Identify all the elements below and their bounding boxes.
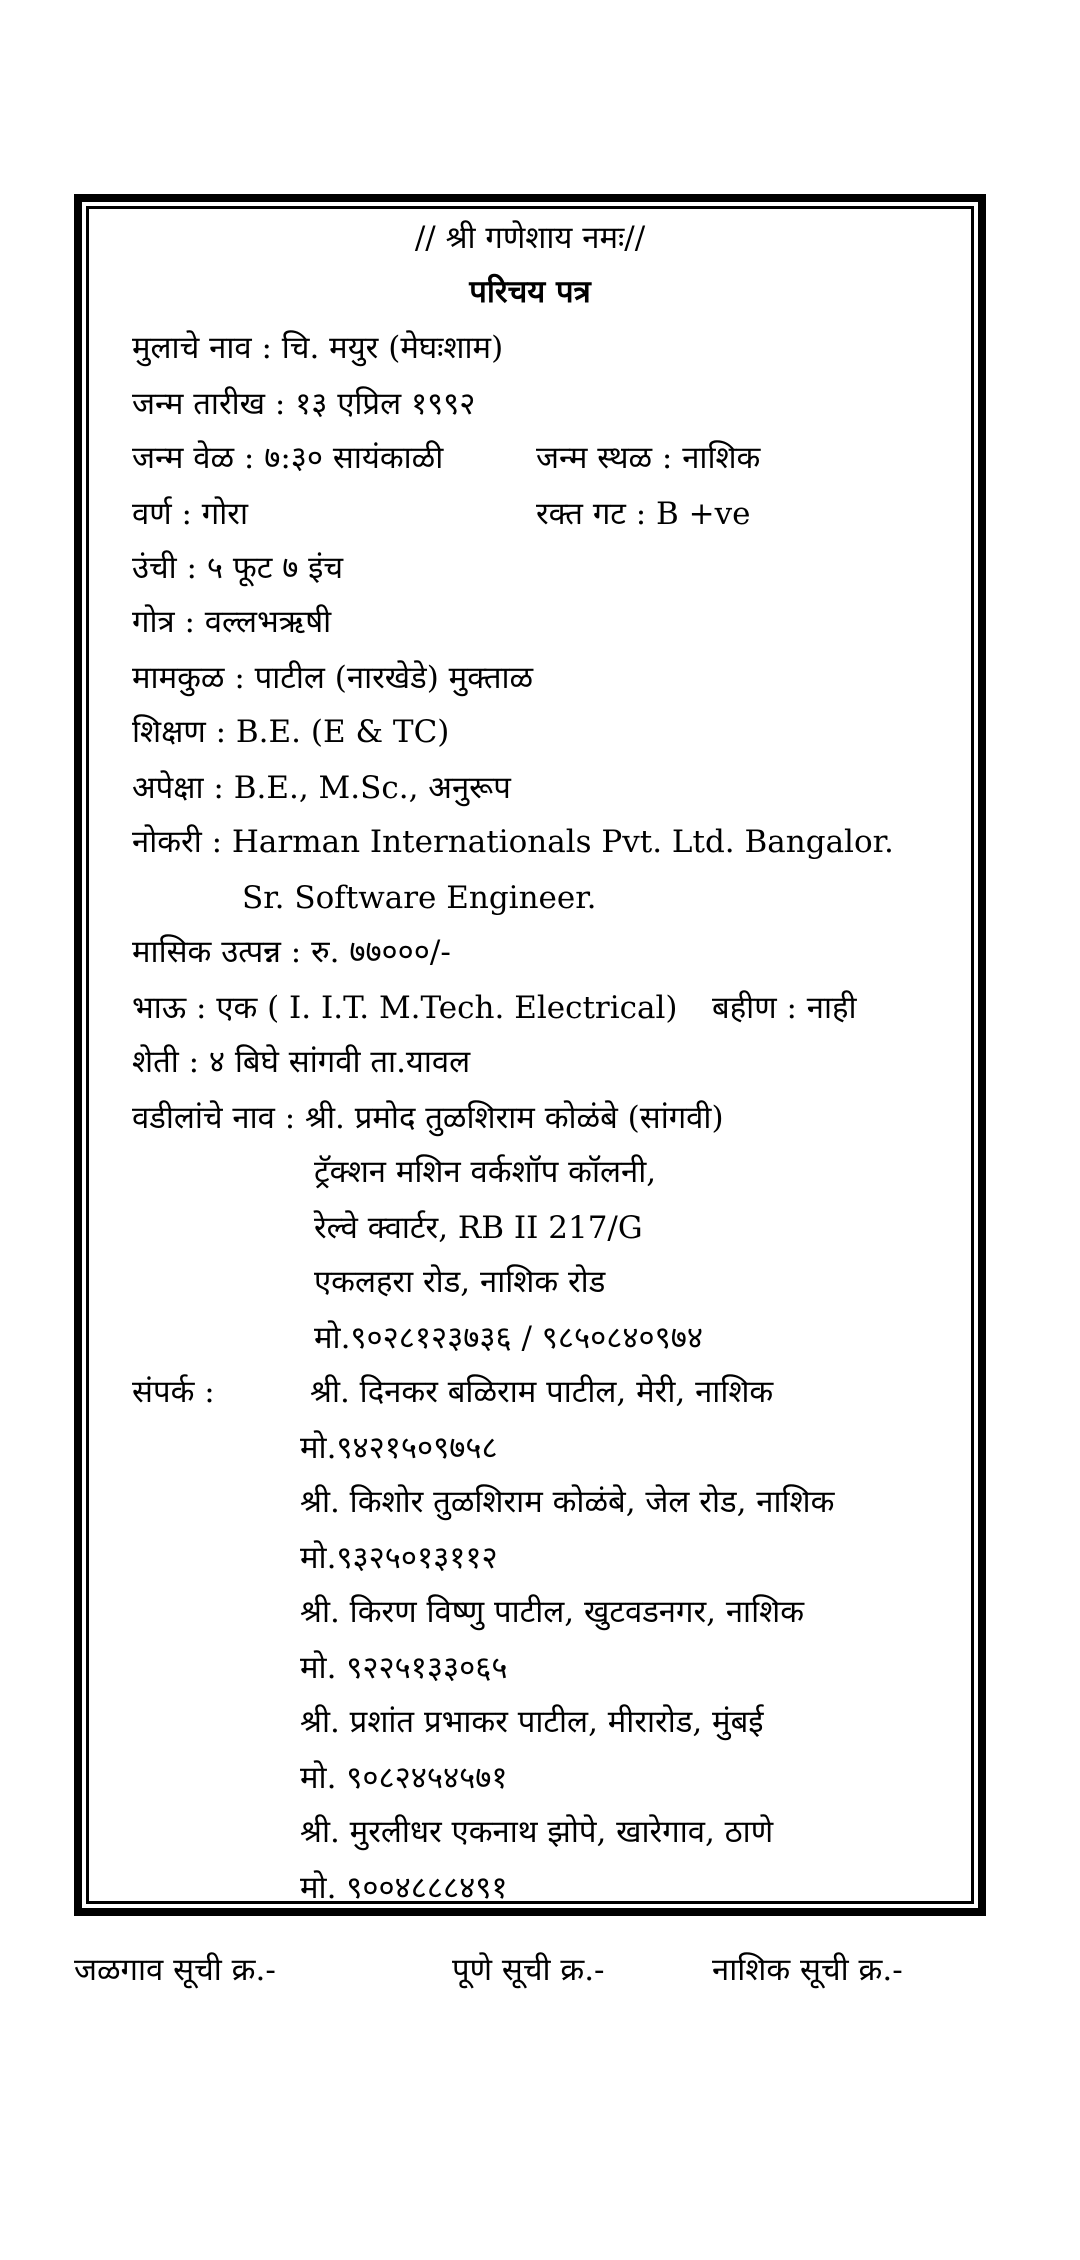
field-income: मासिक उत्पन्न : रु. ७७०००/- [132,934,451,970]
footer-nashik: नाशिक सूची क्र.- [712,1952,903,1988]
contact-phone: मो. ९०८२४५४५७१ [300,1760,508,1796]
field-birth-time: जन्म वेळ : ७:३० सायंकाळी [132,440,444,476]
field-complexion: वर्ण : गोरा [132,496,248,532]
field-name: मुलाचे नाव : चि. मयुर (मेघःशाम) [132,330,504,366]
footer-pune: पूणे सूची क्र.- [452,1952,605,1988]
contact-phone: मो.९३२५०१३११२ [300,1540,498,1576]
contacts-label: संपर्क : [132,1374,215,1410]
address-phone: मो.९०२८१२३७३६ / ९८५०८४०९७४ [314,1320,703,1356]
field-father: वडीलांचे नाव : श्री. प्रमोद तुळशिराम कोळंबे (सांगवी) [132,1100,724,1136]
field-job-line1: नोकरी : Harman Internationals Pvt. Ltd. Bangalor. [132,824,894,860]
field-dob: जन्म तारीख : १३ एप्रिल १९९२ [132,386,476,422]
field-sister: बहीण : नाही [712,990,857,1026]
invocation: // श्री गणेशाय नमः// [414,220,646,256]
contact-phone: मो. ९२२५१३३०६५ [300,1650,508,1686]
field-height: उंची : ५ फूट ७ इंच [132,550,344,586]
field-birth-place: जन्म स्थळ : नाशिक [536,440,761,476]
address-line: ट्रॅक्शन मशिन वर्कशॉप कॉलनी, [314,1154,657,1190]
contact-line: श्री. किशोर तुळशिराम कोळंबे, जेल रोड, नाशिक [300,1484,835,1520]
footer-jalgaon: जळगाव सूची क्र.- [74,1952,276,1988]
field-farm: शेती : ४ बिघे सांगवी ता.यावल [132,1044,471,1080]
field-expectation: अपेक्षा : B.E., M.Sc., अनुरूप [132,770,511,806]
contact-line: श्री. प्रशांत प्रभाकर पाटील, मीरारोड, मुंबई [300,1704,764,1740]
field-brother: भाऊ : एक ( I. I.T. M.Tech. Electrical) [132,990,678,1026]
contact-line: श्री. दिनकर बळिराम पाटील, मेरी, नाशिक [310,1374,774,1410]
address-line: एकलहरा रोड, नाशिक रोड [314,1264,606,1300]
field-gotra: गोत्र : वल्लभऋषी [132,604,332,640]
field-job-line2: Sr. Software Engineer. [242,880,597,916]
contact-line: श्री. किरण विष्णु पाटील, खुटवडनगर, नाशिक [300,1594,804,1630]
field-education: शिक्षण : B.E. (E & TC) [132,714,450,750]
contact-phone: मो. ९००४८८८४९१ [300,1870,508,1906]
contact-line: श्री. मुरलीधर एकनाथ झोपे, खारेगाव, ठाणे [300,1814,774,1850]
biodata-card [74,194,986,1916]
field-blood-group: रक्त गट : B +ve [536,496,751,532]
contact-phone: मो.९४२१५०९७५८ [300,1430,498,1466]
address-line: रेल्वे क्वार्टर, RB II 217/G [314,1210,643,1246]
page-title: परिचय पत्र [469,274,591,310]
field-mamkul: मामकुळ : पाटील (नारखेडे) मुक्ताळ [132,660,534,696]
